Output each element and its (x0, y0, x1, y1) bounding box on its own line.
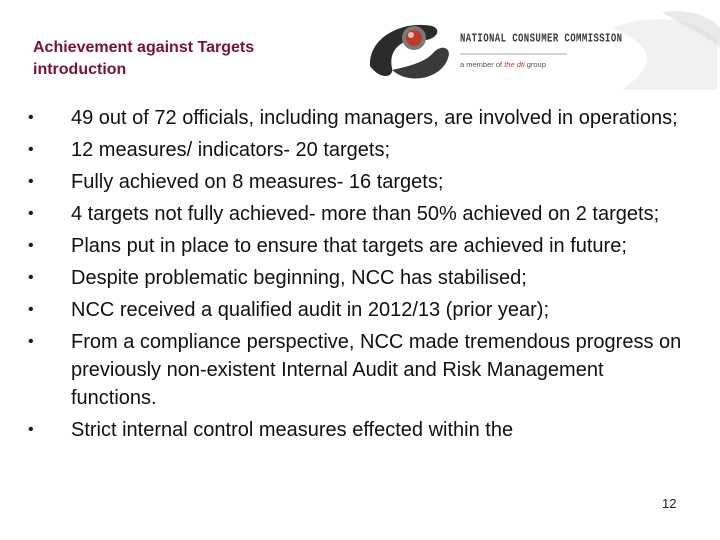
bullet-text: 12 measures/ indicators- 20 targets; (71, 139, 391, 161)
bullet-icon: • (28, 333, 34, 350)
bullet-item (28, 168, 688, 196)
logo-tagline-suffix: group (524, 60, 546, 69)
bullet-item (28, 264, 688, 292)
title-line-2: introduction (33, 61, 127, 78)
bullet-text: 49 out of 72 officials, including managers, are involved in operations; (71, 107, 678, 129)
bullet-item (28, 328, 688, 412)
bullet-item (28, 416, 688, 444)
bullet-item (28, 200, 688, 228)
bullet-text: 4 targets not fully achieved- more than 50% achieved on 2 targets; (71, 203, 660, 225)
title-line-1: Achievement against Targets (33, 39, 255, 56)
bullet-icon: • (28, 109, 34, 126)
bullet-text: Plans put in place to ensure that targets are achieved in future; (71, 235, 627, 257)
bullet-icon: • (28, 237, 34, 254)
bullet-item (28, 296, 688, 324)
slide-title (33, 37, 254, 81)
bullet-list (28, 104, 688, 448)
bullet-icon: • (28, 421, 34, 438)
ncc-logo-mark (362, 8, 720, 90)
bullet-item (28, 232, 688, 260)
bullet-icon: • (28, 173, 34, 190)
bullet-text: From a compliance perspective, NCC made tremendous progress on previously non-existent Internal Audit and Risk Management functions. (71, 331, 682, 409)
bullet-item (28, 136, 688, 164)
bullet-item (28, 104, 688, 132)
page-number: 12 (662, 496, 677, 511)
bullet-text: Strict internal control measures effected within the (71, 419, 514, 441)
bullet-text: Despite problematic beginning, NCC has stabilised; (71, 267, 527, 289)
bullet-icon: • (28, 301, 34, 318)
bullet-icon: • (28, 205, 34, 222)
bullet-icon: • (28, 141, 34, 158)
logo-tagline-prefix: a member of (460, 60, 505, 69)
bullet-text: NCC received a qualified audit in 2012/13 (prior year); (71, 299, 550, 321)
logo-tagline (460, 60, 546, 69)
logo-name: NATIONAL CONSUMER COMMISSION (460, 32, 623, 46)
logo-tagline-brand: the dti (504, 60, 525, 69)
bullet-text: Fully achieved on 8 measures- 16 targets; (71, 171, 444, 193)
ncc-logo (362, 8, 720, 90)
bullet-icon: • (28, 269, 34, 286)
